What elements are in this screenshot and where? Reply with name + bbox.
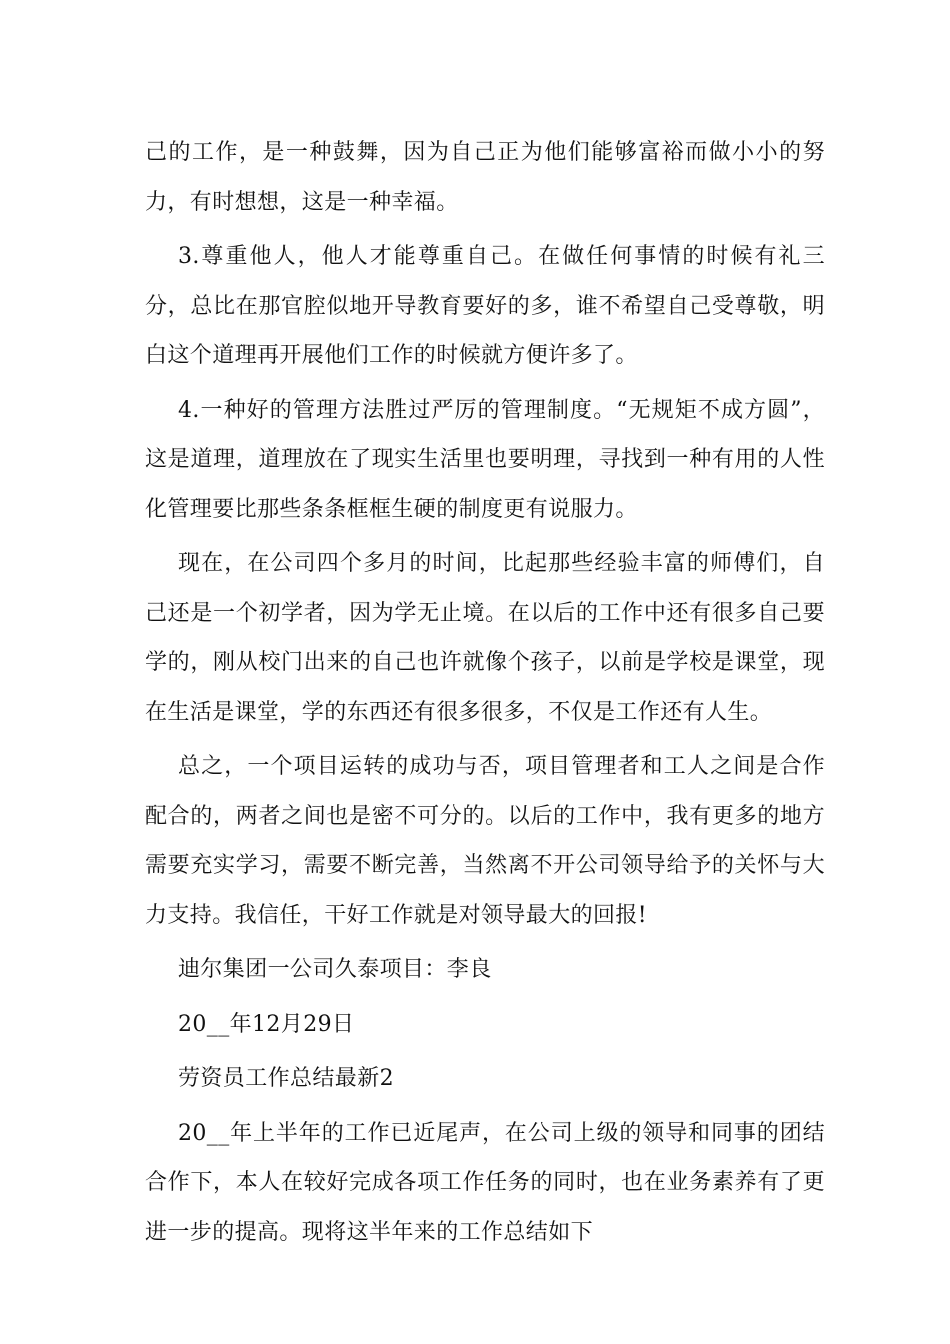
date: 20__年12月29日 — [178, 1011, 355, 1037]
paragraph-continuation: 己的工作，是一种鼓舞，因为自己正为他们能够富裕而做小小的努力，有时想想，这是一种幸福。 — [145, 140, 825, 215]
paragraph-now: 现在，在公司四个多月的时间，比起那些经验丰富的师傅们，自己还是一个初学者，因为学无止境。在以后的工作中还有很多自己要学的，刚从校门出来的自己也许就像个孩子，以前是学校是课堂，现在生活是课堂，学的东西还有很多很多，不仅是工作还有人生。 — [145, 551, 825, 725]
paragraph-point-3: 3.尊重他人，他人才能尊重自己。在做任何事情的时候有礼三分，总比在那官腔似地开导教育要好的多，谁不希望自己受尊敬，明白这个道理再开展他们工作的时候就方便许多了。 — [145, 244, 825, 368]
section-title: 劳资员工作总结最新2 — [178, 1066, 394, 1091]
paragraph-conclusion: 总之，一个项目运转的成功与否，项目管理者和工人之间是合作配合的，两者之间也是密不可分的。以后的工作中，我有更多的地方需要充实学习，需要不断完善，当然离不开公司领导给予的关怀与大力支持。我信任，干好工作就是对领导最大的回报! — [145, 754, 825, 928]
signature: 迪尔集团一公司久泰项目：李良 — [178, 957, 492, 982]
paragraph-intro: 20__年上半年的工作已近尾声，在公司上级的领导和同事的团结合作下，本人在较好完成各项工作任务的同时，也在业务素养有了更进一步的提高。现将这半年来的工作总结如下 — [145, 1120, 825, 1245]
paragraph-point-4: 4.一种好的管理方法胜过严厉的管理制度。“无规矩不成方圆”，这是道理，道理放在了现实生活里也要明理，寻找到一种有用的人性化管理要比那些条条框框生硬的制度更有说服力。 — [145, 397, 825, 522]
document-body — [145, 128, 825, 1262]
